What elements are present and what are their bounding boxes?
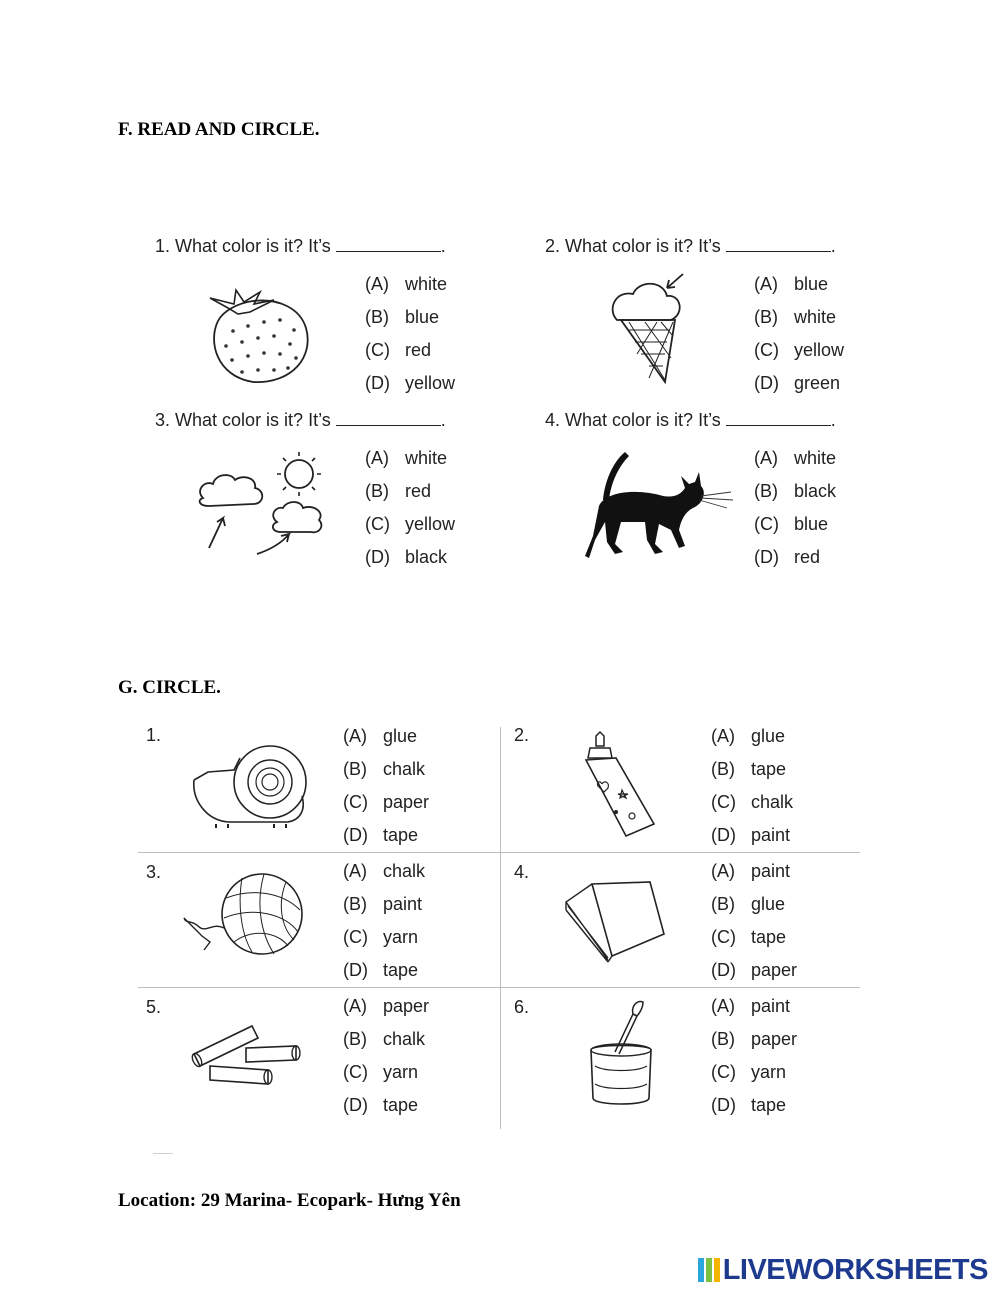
paper-stack-icon <box>562 878 667 963</box>
option-a[interactable]: (A) glue <box>343 726 418 746</box>
question-1-prompt <box>155 236 446 257</box>
item-6-options <box>711 990 797 1122</box>
option-b[interactable]: (B) chalk <box>343 759 426 779</box>
question-text: What color is it? It’s <box>565 410 721 430</box>
paint-pot-icon <box>585 1000 665 1110</box>
answer-blank[interactable] <box>726 237 831 252</box>
option-b[interactable]: (B) red <box>365 481 432 501</box>
question-text: What color is it? It’s <box>565 236 721 256</box>
small-divider <box>153 1153 173 1154</box>
option-b[interactable]: (B) paint <box>343 894 423 914</box>
cat-icon <box>585 448 735 563</box>
option-c[interactable]: (C) chalk <box>711 792 794 812</box>
question-3-options <box>365 442 455 574</box>
option-d[interactable]: (D) tape <box>343 825 419 845</box>
item-5-options <box>343 990 429 1122</box>
option-b[interactable]: (B) chalk <box>343 1029 426 1049</box>
question-text: What color is it? It’s <box>175 236 331 256</box>
option-d[interactable]: (D) paper <box>711 960 798 980</box>
option-c[interactable]: (C) yellow <box>754 340 845 360</box>
grid-divider-horizontal <box>138 987 860 988</box>
item-4-number: 4. <box>514 862 530 882</box>
question-end: . <box>830 410 836 430</box>
option-a[interactable]: (A) blue <box>754 274 829 294</box>
item-3-number: 3. <box>146 862 162 882</box>
option-c[interactable]: (C) yarn <box>343 1062 419 1082</box>
item-2-options <box>711 720 793 852</box>
option-d[interactable]: (D) green <box>754 373 841 393</box>
option-d[interactable]: (D) red <box>754 547 821 567</box>
chalk-sticks-icon <box>188 1018 308 1088</box>
tape-dispenser-icon <box>188 740 313 830</box>
question-4-options <box>754 442 836 574</box>
option-b[interactable]: (B) glue <box>711 894 786 914</box>
item-6-number: 6. <box>514 997 530 1017</box>
option-d[interactable]: (D) tape <box>343 960 419 980</box>
answer-blank[interactable] <box>336 237 441 252</box>
brand-logo[interactable] <box>698 1254 988 1287</box>
location-text: Location: 29 Marina- Ecopark- Hưng Yên <box>118 1190 461 1211</box>
option-d[interactable]: (D) paint <box>711 825 791 845</box>
question-1-options <box>365 268 455 400</box>
option-b[interactable]: (B) white <box>754 307 837 327</box>
option-c[interactable]: (C) yarn <box>343 927 419 947</box>
yarn-ball-icon <box>182 862 312 962</box>
option-b[interactable]: (B) blue <box>365 307 440 327</box>
item-1-number: 1. <box>146 725 162 745</box>
option-b[interactable]: (B) black <box>754 481 837 501</box>
option-d[interactable]: (D) tape <box>343 1095 419 1115</box>
grid-divider-vertical <box>500 727 501 1129</box>
option-d[interactable]: (D) black <box>365 547 448 567</box>
question-2-prompt <box>545 236 836 257</box>
option-c[interactable]: (C) yellow <box>365 514 456 534</box>
option-a[interactable]: (A) paint <box>711 861 791 881</box>
option-c[interactable]: (C) blue <box>754 514 829 534</box>
option-b[interactable]: (B) paper <box>711 1029 798 1049</box>
section-g-heading: G. CIRCLE. <box>118 677 221 698</box>
question-number: 3. <box>155 410 171 430</box>
option-c[interactable]: (C) paper <box>343 792 430 812</box>
grid-divider-horizontal <box>138 852 860 853</box>
question-2-options <box>754 268 844 400</box>
question-end: . <box>830 236 836 256</box>
option-c[interactable]: (C) red <box>365 340 432 360</box>
option-d[interactable]: (D) tape <box>711 1095 787 1115</box>
brand-mark-icon <box>698 1258 720 1282</box>
glue-bottle-icon <box>582 730 662 840</box>
strawberry-icon <box>198 286 316 386</box>
question-end: . <box>440 236 446 256</box>
item-2-number: 2. <box>514 725 530 745</box>
option-d[interactable]: (D) yellow <box>365 373 456 393</box>
option-a[interactable]: (A) paper <box>343 996 430 1016</box>
brand-name: LIVEWORKSHEETS <box>722 1254 988 1286</box>
option-a[interactable]: (A) chalk <box>343 861 426 881</box>
question-number: 1. <box>155 236 171 256</box>
option-c[interactable]: (C) tape <box>711 927 787 947</box>
clouds-sun-icon <box>195 446 335 561</box>
item-3-options <box>343 855 425 987</box>
question-4-prompt <box>545 410 836 431</box>
item-5-number: 5. <box>146 997 162 1017</box>
item-4-options <box>711 855 797 987</box>
ice-cream-icon <box>605 270 695 388</box>
option-a[interactable]: (A) glue <box>711 726 786 746</box>
option-b[interactable]: (B) tape <box>711 759 787 779</box>
option-c[interactable]: (C) yarn <box>711 1062 787 1082</box>
item-1-options <box>343 720 429 852</box>
option-a[interactable]: (A) white <box>365 448 448 468</box>
question-end: . <box>440 410 446 430</box>
option-a[interactable]: (A) paint <box>711 996 791 1016</box>
question-number: 2. <box>545 236 561 256</box>
answer-blank[interactable] <box>726 411 831 426</box>
option-a[interactable]: (A) white <box>365 274 448 294</box>
option-a[interactable]: (A) white <box>754 448 837 468</box>
section-f-heading: F. READ AND CIRCLE. <box>118 119 320 140</box>
question-text: What color is it? It’s <box>175 410 331 430</box>
question-number: 4. <box>545 410 561 430</box>
question-3-prompt <box>155 410 446 431</box>
answer-blank[interactable] <box>336 411 441 426</box>
